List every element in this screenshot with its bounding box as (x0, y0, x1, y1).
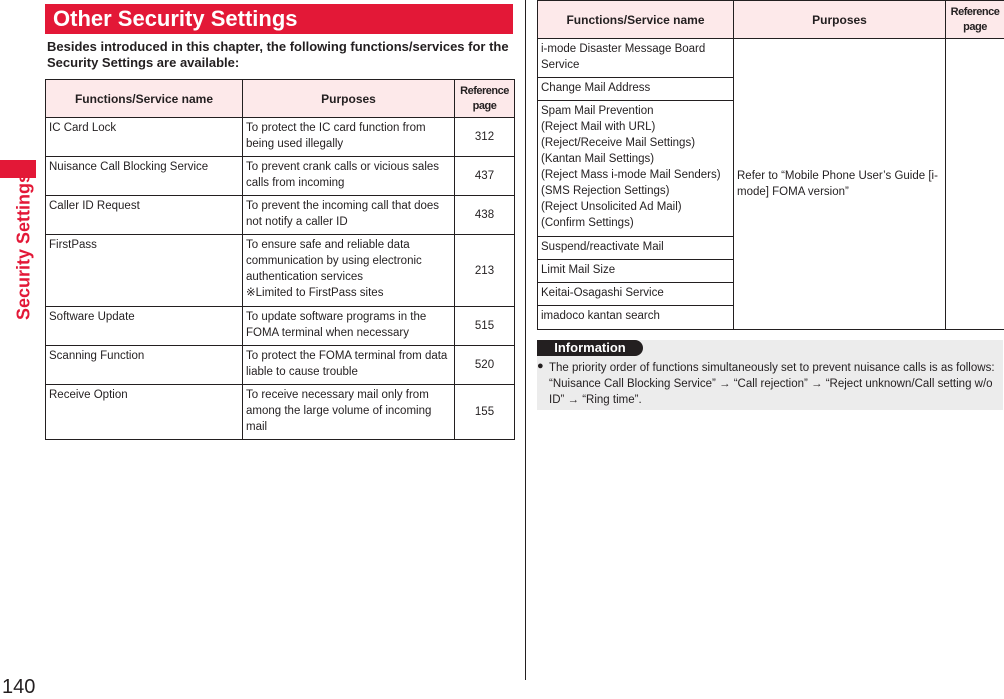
table-row (46, 235, 515, 307)
reference-page-empty (946, 39, 1004, 330)
table-row (46, 196, 515, 235)
header-reference-page: Reference page (946, 1, 1004, 39)
function-name: IC Card Lock (46, 118, 243, 157)
function-name: Change Mail Address (538, 78, 734, 101)
page-number: 140 (2, 676, 35, 699)
function-purpose: To prevent the incoming call that does not notify a caller ID (243, 196, 455, 235)
function-purpose: To ensure safe and reliable data communication by using electronic authentication services (246, 237, 451, 285)
function-name: Caller ID Request (46, 196, 243, 235)
function-name: Receive Option (46, 385, 243, 440)
function-name: Suspend/reactivate Mail (538, 237, 734, 260)
information-text: The priority order of functions simultaneously set to prevent nuisance calls is as follows: “Nuisance Call Blocking Service” → “Call rejection” → “Reject unknown/Call setting w/o ID” → “Ring time”. (549, 360, 995, 408)
side-tab-label: Security Settings (14, 137, 35, 357)
function-name: Limit Mail Size (538, 260, 734, 283)
header-functions: Functions/Service name (538, 1, 734, 39)
function-name: Keitai-Osagashi Service (538, 283, 734, 306)
function-note: ※Limited to FirstPass sites (246, 285, 451, 301)
reference-page: 437 (455, 157, 515, 196)
right-functions-table (537, 0, 1004, 330)
column-divider (525, 0, 526, 680)
reference-page: 520 (455, 346, 515, 385)
function-purpose: To update software programs in the FOMA terminal when necessary (243, 307, 455, 346)
shared-purpose: Refer to “Mobile Phone User’s Guide [i-mode] FOMA version” (734, 39, 946, 330)
reference-page: 312 (455, 118, 515, 157)
intro-text: Besides introduced in this chapter, the following functions/services for the Security Settings are available: (47, 39, 517, 71)
information-box (537, 340, 1003, 410)
reference-page: 155 (455, 385, 515, 440)
function-purpose: To protect the IC card function from being used illegally (243, 118, 455, 157)
function-purpose-cell (243, 235, 455, 307)
function-name: Scanning Function (46, 346, 243, 385)
reference-page: 438 (455, 196, 515, 235)
function-purpose: To prevent crank calls or vicious sales calls from incoming (243, 157, 455, 196)
bullet-icon: ● (537, 360, 544, 372)
section-title: Other Security Settings (45, 4, 513, 34)
header-functions: Functions/Service name (46, 80, 243, 118)
function-name: imadoco kantan search (538, 306, 734, 330)
table-row (538, 39, 1004, 78)
table-row (46, 307, 515, 346)
function-name: FirstPass (46, 235, 243, 307)
header-reference-page: Reference page (455, 80, 515, 118)
table-row (46, 346, 515, 385)
function-purpose: To receive necessary mail only from among the large volume of incoming mail (243, 385, 455, 440)
function-name: Spam Mail Prevention (Reject Mail with URL) (Reject/Receive Mail Settings) (Kantan Mail Settings) (Reject Mass i-mode Mail Senders) (SMS Rejection Settings) (Reject Unsolicited Ad Mail) (Confirm Settings) (538, 101, 734, 237)
table-row (46, 118, 515, 157)
left-functions-table (45, 79, 515, 440)
table-row (46, 385, 515, 440)
information-label: Information (537, 340, 643, 356)
function-name: Nuisance Call Blocking Service (46, 157, 243, 196)
function-name: i-mode Disaster Message Board Service (538, 39, 734, 78)
header-purposes: Purposes (243, 80, 455, 118)
table-row (46, 157, 515, 196)
function-name: Software Update (46, 307, 243, 346)
reference-page: 515 (455, 307, 515, 346)
header-purposes: Purposes (734, 1, 946, 39)
reference-page: 213 (455, 235, 515, 307)
function-purpose: To protect the FOMA terminal from data liable to cause trouble (243, 346, 455, 385)
